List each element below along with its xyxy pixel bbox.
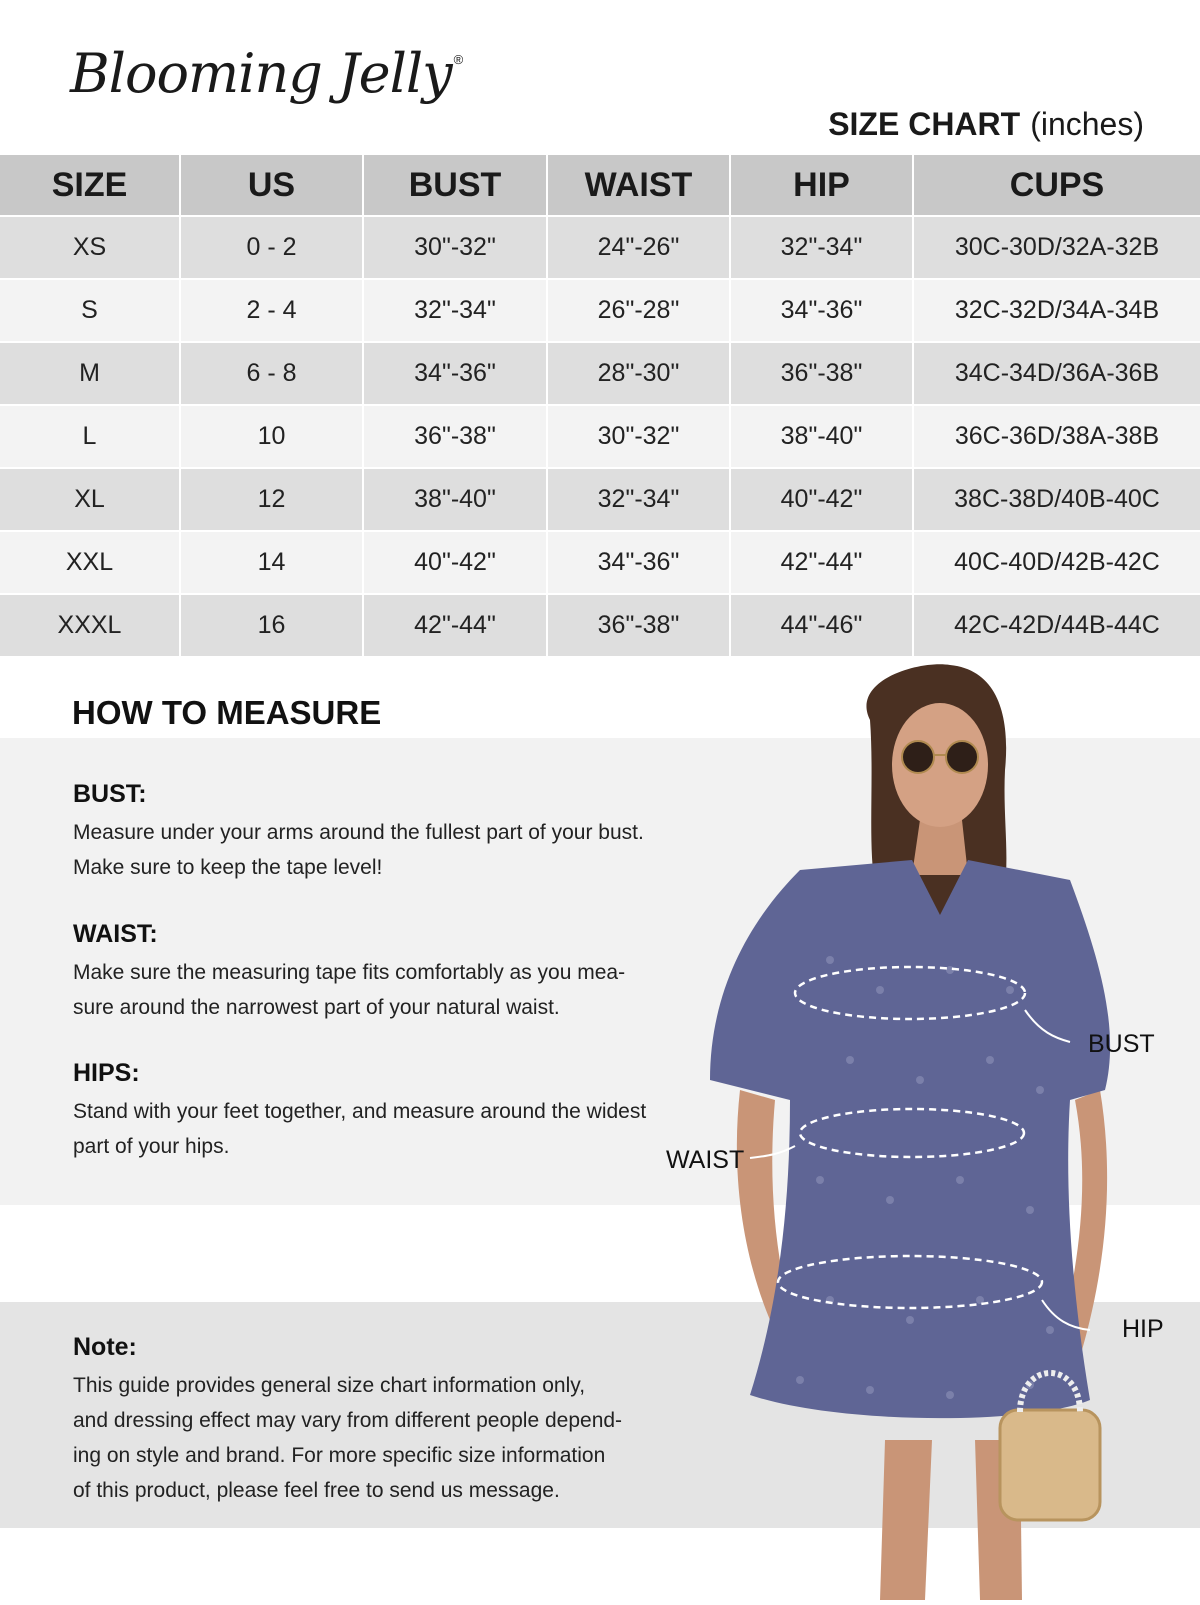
model-illustration xyxy=(650,660,1200,1600)
note-heading: Note: xyxy=(73,1333,137,1361)
cell-us: 14 xyxy=(180,531,363,594)
cell-hip: 34"-36" xyxy=(730,279,913,342)
waist-instructions xyxy=(73,920,693,1025)
model-figure xyxy=(650,660,1200,1600)
neck-shape xyxy=(912,820,968,875)
cell-size: S xyxy=(0,279,180,342)
cell-cups: 40C-40D/42B-42C xyxy=(913,531,1200,594)
header-size: SIZE xyxy=(0,155,180,216)
cell-us: 6 - 8 xyxy=(180,342,363,405)
table-row xyxy=(0,531,1200,594)
cell-size: XXL xyxy=(0,531,180,594)
left-leg-shape xyxy=(880,1440,932,1600)
cell-cups: 42C-42D/44B-44C xyxy=(913,594,1200,656)
header-cups: CUPS xyxy=(913,155,1200,216)
cell-us: 16 xyxy=(180,594,363,656)
cell-bust: 38"-40" xyxy=(363,468,547,531)
hips-instructions xyxy=(73,1059,693,1164)
cell-us: 12 xyxy=(180,468,363,531)
size-chart-title-text: SIZE CHART xyxy=(828,106,1021,142)
bust-text xyxy=(73,815,693,885)
how-to-measure-title: HOW TO MEASURE xyxy=(72,694,382,731)
bust-text-line: Measure under your arms around the fullest part of your bust. xyxy=(73,821,644,844)
cell-hip: 38"-40" xyxy=(730,405,913,468)
note-block xyxy=(73,1333,693,1508)
bust-text-line: Make sure to keep the tape level! xyxy=(73,856,383,879)
cell-waist: 24"-26" xyxy=(547,216,730,279)
waist-text-line: Make sure the measuring tape fits comfortably as you mea- xyxy=(73,961,626,984)
brand-name: Blooming Jelly xyxy=(70,42,452,105)
cell-bust: 34"-36" xyxy=(363,342,547,405)
cell-hip: 40"-42" xyxy=(730,468,913,531)
hips-text-line: part of your hips. xyxy=(73,1135,230,1158)
cell-bust: 36"-38" xyxy=(363,405,547,468)
cell-size: M xyxy=(0,342,180,405)
cell-hip: 36"-38" xyxy=(730,342,913,405)
table-row xyxy=(0,468,1200,531)
size-table xyxy=(0,155,1200,656)
bust-heading: BUST: xyxy=(73,780,147,808)
cell-waist: 26"-28" xyxy=(547,279,730,342)
size-chart-title xyxy=(828,106,1144,143)
cell-cups: 34C-34D/36A-36B xyxy=(913,342,1200,405)
cell-cups: 36C-36D/38A-38B xyxy=(913,405,1200,468)
cell-waist: 34"-36" xyxy=(547,531,730,594)
table-row xyxy=(0,216,1200,279)
brand-logo xyxy=(70,42,462,105)
cell-hip: 42"-44" xyxy=(730,531,913,594)
cell-us: 10 xyxy=(180,405,363,468)
cell-size: XS xyxy=(0,216,180,279)
header-hip: HIP xyxy=(730,155,913,216)
note-text-line: of this product, please feel free to send us message. xyxy=(73,1479,560,1502)
cell-us: 0 - 2 xyxy=(180,216,363,279)
size-chart-unit: (inches) xyxy=(1030,106,1144,142)
waist-heading: WAIST: xyxy=(73,920,158,948)
table-row xyxy=(0,405,1200,468)
cell-bust: 42"-44" xyxy=(363,594,547,656)
cell-cups: 38C-38D/40B-40C xyxy=(913,468,1200,531)
cell-hip: 32"-34" xyxy=(730,216,913,279)
table-header-row xyxy=(0,155,1200,216)
note-text xyxy=(73,1368,693,1508)
waist-text xyxy=(73,955,693,1025)
table-row xyxy=(0,279,1200,342)
cell-waist: 30"-32" xyxy=(547,405,730,468)
cell-size: XXXL xyxy=(0,594,180,656)
hips-text-line: Stand with your feet together, and measure around the widest xyxy=(73,1100,647,1123)
hips-heading: HIPS: xyxy=(73,1059,140,1087)
waist-label: WAIST xyxy=(666,1146,745,1174)
cell-bust: 30"-32" xyxy=(363,216,547,279)
sunglasses-right-lens xyxy=(946,741,978,773)
hips-text xyxy=(73,1094,693,1164)
note-text-line: ing on style and brand. For more specific size information xyxy=(73,1444,606,1467)
cell-waist: 28"-30" xyxy=(547,342,730,405)
sunglasses-left-lens xyxy=(902,741,934,773)
header-us: US xyxy=(180,155,363,216)
cell-waist: 36"-38" xyxy=(547,594,730,656)
cell-us: 2 - 4 xyxy=(180,279,363,342)
table-row xyxy=(0,594,1200,656)
cell-size: L xyxy=(0,405,180,468)
header-waist: WAIST xyxy=(547,155,730,216)
cell-cups: 32C-32D/34A-34B xyxy=(913,279,1200,342)
hip-label: HIP xyxy=(1122,1315,1164,1343)
trademark-mark: ® xyxy=(453,52,463,67)
waist-text-line: sure around the narrowest part of your natural waist. xyxy=(73,996,560,1019)
cell-size: XL xyxy=(0,468,180,531)
wicker-bag xyxy=(1000,1410,1100,1520)
note-text-line: and dressing effect may vary from different people depend- xyxy=(73,1409,623,1432)
header-bust: BUST xyxy=(363,155,547,216)
cell-cups: 30C-30D/32A-32B xyxy=(913,216,1200,279)
cell-bust: 32"-34" xyxy=(363,279,547,342)
note-text-line: This guide provides general size chart information only, xyxy=(73,1374,586,1397)
bust-label: BUST xyxy=(1088,1030,1155,1058)
table-row xyxy=(0,342,1200,405)
bust-instructions xyxy=(73,780,693,885)
cell-waist: 32"-34" xyxy=(547,468,730,531)
cell-hip: 44"-46" xyxy=(730,594,913,656)
cell-bust: 40"-42" xyxy=(363,531,547,594)
